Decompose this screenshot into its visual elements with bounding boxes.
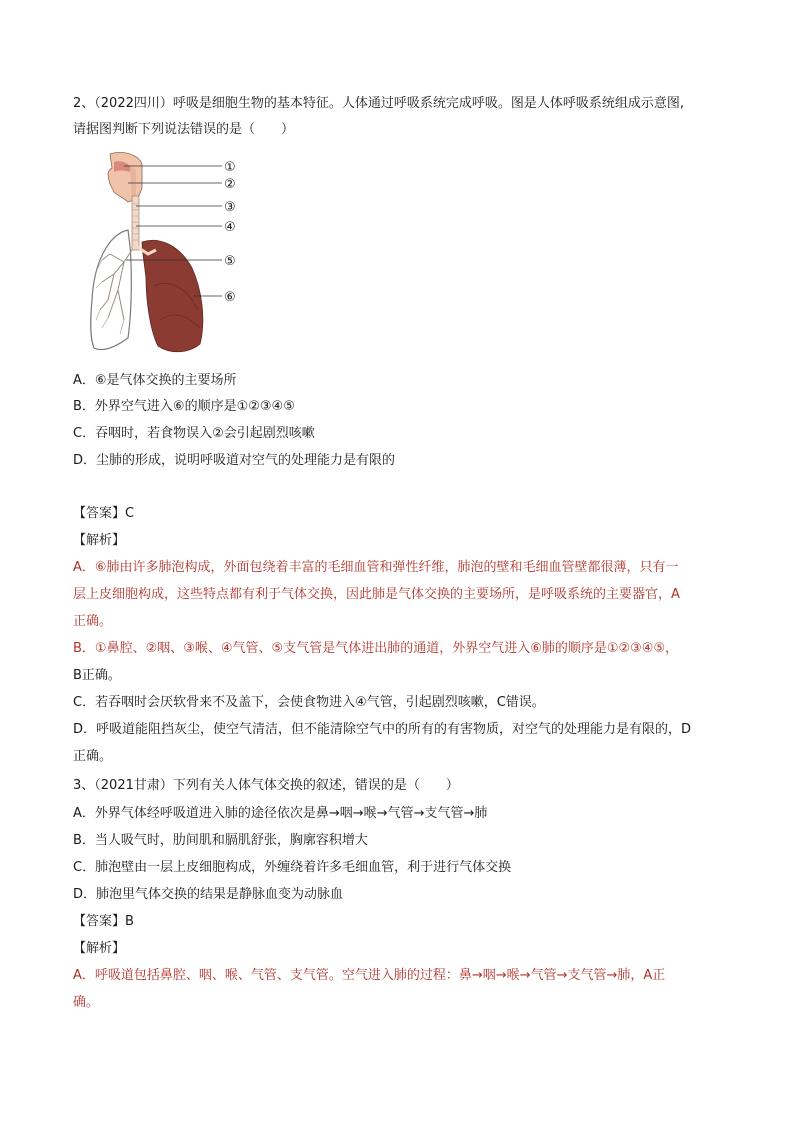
q3-option-a: A．外界气体经呼吸道进入肺的途径依次是鼻→咽→喉→气管→支气管→肺 (73, 806, 488, 821)
respiratory-system-diagram (88, 150, 248, 356)
q2-stem-line1: 2、（2022四川）呼吸是细胞生物的基本特征。人体通过呼吸系统完成呼吸。图是人体呼吸系统组成示意图, (73, 96, 684, 111)
q2-analysis-line: D．呼吸道能阻挡灰尘，使空气清洁，但不能清除空气中的所有的有害物质，对空气的处理能力是有限的，D (73, 722, 692, 737)
q2-option-c: C．吞咽时，若食物误入②会引起剧烈咳嗽 (73, 426, 315, 441)
q2-analysis-line: B．①鼻腔、②咽、③喉、④气管、⑤支气管是气体进出肺的通道，外界空气进入⑥肺的顺序是①②③④⑤， (73, 641, 679, 656)
q2-option-a: A．⑥是气体交换的主要场所 (73, 373, 237, 388)
q2-analysis-line: 正确。 (73, 749, 113, 764)
marker-1: ① (224, 160, 236, 175)
q2-analysis-line: 正确。 (73, 614, 113, 629)
marker-2: ② (224, 177, 236, 192)
marker-5: ⑤ (224, 254, 236, 269)
q2-option-d: D．尘肺的形成，说明呼吸道对空气的处理能力是有限的 (73, 453, 396, 468)
marker-6: ⑥ (224, 290, 236, 305)
q3-stem: 3、（2021甘肃）下列有关人体气体交换的叙述，错误的是（ ） (73, 778, 459, 793)
q3-analysis-line: 确。 (73, 995, 100, 1010)
q2-stem-line2: 请据图判断下列说法错误的是（ ） (73, 122, 295, 137)
marker-3: ③ (224, 200, 236, 215)
q2-analysis-line: A．⑥肺由许多肺泡构成，外面包绕着丰富的毛细血管和弹性纤维，肺泡的壁和毛细血管壁都很薄，只有一 (73, 560, 679, 575)
marker-4: ④ (224, 220, 236, 235)
q2-analysis-line: B正确。 (73, 668, 121, 683)
q2-analysis-line: 层上皮细胞构成，这些特点都有利于气体交换，因此肺是气体交换的主要场所，是呼吸系统的主要器官，A (73, 587, 680, 602)
q3-option-b: B．当人吸气时，肋间肌和膈肌舒张，胸廓容积增大 (73, 833, 368, 848)
q3-analysis-label: 【解析】 (73, 941, 126, 956)
q3-analysis-line: A．呼吸道包括鼻腔、咽、喉、气管、支气管。空气进入肺的过程：鼻→咽→喉→气管→支气管→肺，A正 (73, 968, 666, 983)
q2-answer: 【答案】C (73, 506, 135, 521)
q2-analysis-line: C．若吞咽时会厌软骨来不及盖下，会使食物进入④气管，引起剧烈咳嗽，C错误。 (73, 695, 545, 710)
q2-option-b: B．外界空气进入⑥的顺序是①②③④⑤ (73, 399, 295, 414)
q3-option-c: C．肺泡壁由一层上皮细胞构成，外缠绕着许多毛细血管，利于进行气体交换 (73, 860, 512, 875)
q3-answer: 【答案】B (73, 914, 134, 929)
q2-analysis-label: 【解析】 (73, 533, 126, 548)
q3-option-d: D．肺泡里气体交换的结果是静脉血变为动脉血 (73, 887, 344, 902)
